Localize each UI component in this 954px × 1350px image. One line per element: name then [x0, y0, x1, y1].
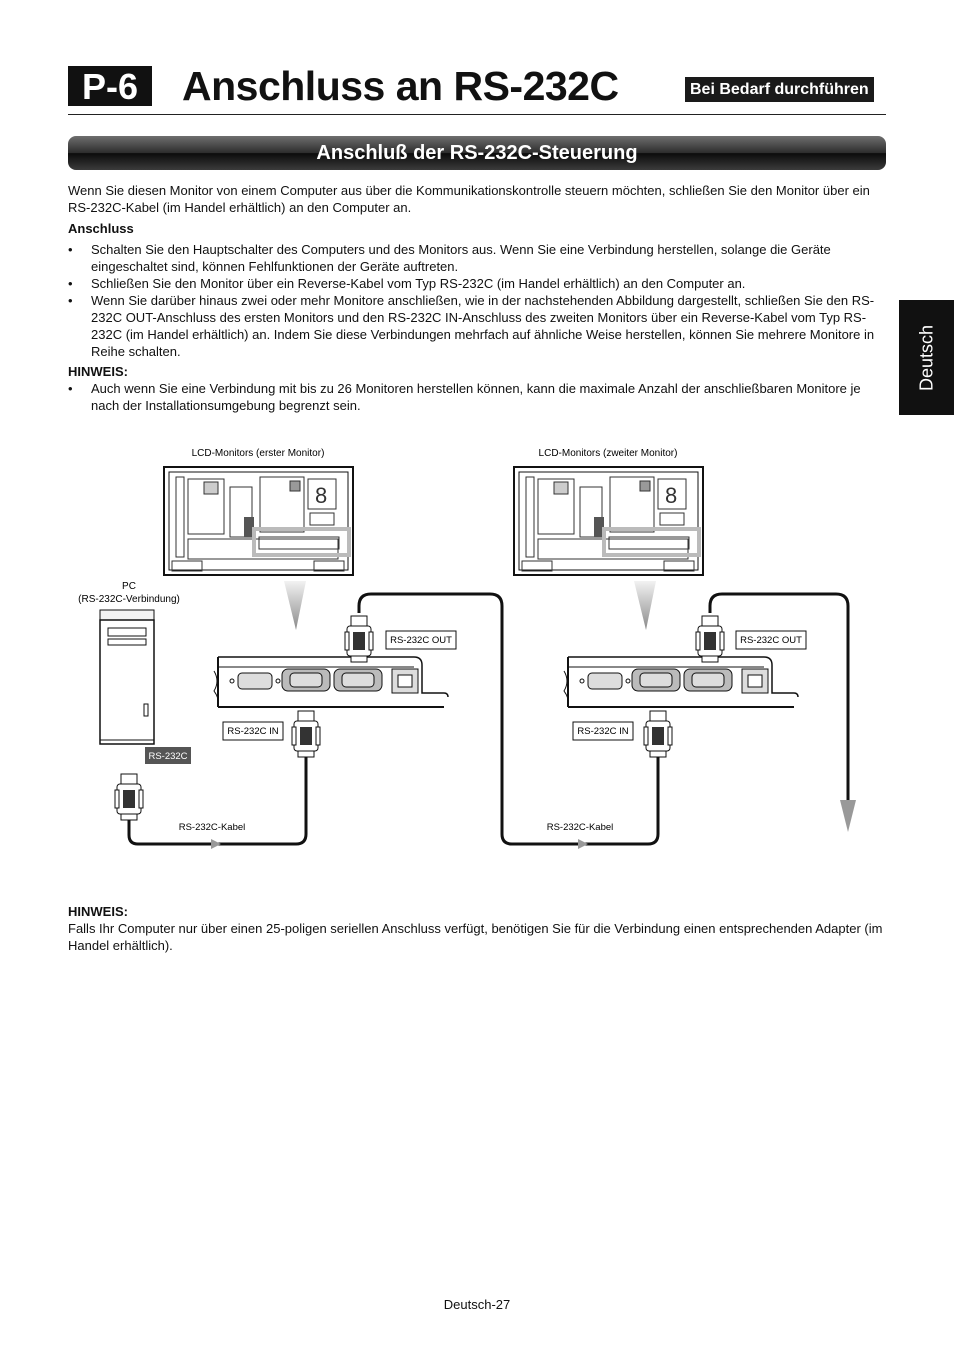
pc-cable-plug	[115, 774, 143, 820]
note-paragraph: Falls Ihr Computer nur über einen 25-poligen seriellen Anschluss verfügt, benötigen Sie für die Verbindung einen entsprechenden Adapter (im Handel erhältlich).	[68, 921, 883, 953]
monitor1-back	[164, 467, 353, 575]
zoom-arrow-icon	[284, 581, 306, 630]
pc-port-label: RS-232C	[148, 751, 188, 762]
zoom-arrow-icon	[634, 581, 656, 630]
pc-sublabel: (RS-232C-Verbindung)	[78, 594, 180, 605]
continue-arrow-icon	[840, 800, 856, 832]
monitor1-in-plug	[292, 711, 320, 757]
section-heading-bar: Anschluß der RS-232C-Steuerung	[68, 136, 886, 170]
monitor2-connector-panel	[564, 657, 798, 707]
cable-1-label: RS-232C-Kabel	[178, 822, 246, 833]
note-heading: HINWEIS:	[68, 904, 128, 919]
cable-2-label: RS-232C-Kabel	[546, 822, 614, 833]
cable-3	[710, 594, 848, 800]
connection-diagram: 8 LCD-Monitors (erster Monitor) LCD-Monitors (zweiter Monitor) PC (RS-232C-Verbindung) RS-232C RS-232C-Kabel RS-232C-Kabel RS-232C OUT RS-232C OUT RS-232C IN RS-232C IN	[0, 430, 954, 870]
monitor2-out-label: RS-232C OUT	[740, 635, 802, 646]
intro-paragraph: Wenn Sie diesen Monitor von einem Computer aus über die Kommunikationskontrolle steuern möchten, schließen Sie den Monitor über ein RS-232C-Kabel (im Handel erhältlich) an den Computer an.	[68, 183, 870, 215]
anschluss-heading: Anschluss	[68, 221, 134, 236]
list-item-text: Wenn Sie darüber hinaus zwei oder mehr Monitore anschließen, wie in der nachstehenden Abbildung dargestellt, schließen Sie den RS-232C OUT-Anschluss des ersten Monitors und den RS-232C IN-Anschluss des zweiten Monitors über ein Reverse-Kabel vom Typ RS-232C (im Handel erhältlich) an. Indem Sie diese Verbindungen mehrfach auf ähnliche Weise herstellen, können Sie mehrere Monitore in Reihe schalten.	[91, 293, 875, 359]
monitor1-connector-panel	[214, 657, 448, 707]
monitor2-label: LCD-Monitors (zweiter Monitor)	[538, 448, 678, 459]
monitor2-out-plug	[696, 616, 724, 662]
monitor1-label: LCD-Monitors (erster Monitor)	[191, 448, 325, 459]
monitor1-out-plug	[345, 616, 373, 662]
list-item-text: Auch wenn Sie eine Verbindung mit bis zu 26 Monitoren herstellen können, kann die maximale Anzahl der anschließbaren Monitore je nach der Installationsumgebung begrenzt sein.	[91, 381, 861, 413]
monitor2-in-label: RS-232C IN	[577, 726, 629, 737]
page-number: Deutsch-27	[443, 1297, 511, 1312]
section-code-badge: P-6	[68, 66, 152, 106]
monitor2-back	[514, 467, 703, 575]
pc-label: PC	[122, 581, 136, 592]
note-heading: HINWEIS:	[68, 364, 128, 379]
pc-tower-icon	[100, 610, 154, 744]
monitor2-in-plug	[644, 711, 672, 757]
cable-direction-icon	[211, 839, 221, 849]
optional-tag: Bei Bedarf durchführen	[685, 77, 874, 102]
cable-direction-icon	[578, 839, 588, 849]
monitor1-out-label: RS-232C OUT	[390, 635, 452, 646]
monitor1-in-label: RS-232C IN	[227, 726, 279, 737]
title-rule	[68, 114, 886, 115]
language-tab	[899, 300, 954, 415]
language-tab-label: Deutsch	[916, 324, 936, 391]
list-item-text: Schalten Sie den Hauptschalter des Computers und des Monitors aus. Wenn Sie eine Verbindung herstellen, solange die Geräte eingeschaltet sind, können Fehlfunktionen der Geräte auftreten.	[91, 242, 831, 274]
list-item-text: Schließen Sie den Monitor über ein Reverse-Kabel vom Typ RS-232C (im Handel erhältlich) an den Computer an.	[91, 276, 746, 291]
page-title: Anschluss an RS-232C	[182, 63, 619, 109]
